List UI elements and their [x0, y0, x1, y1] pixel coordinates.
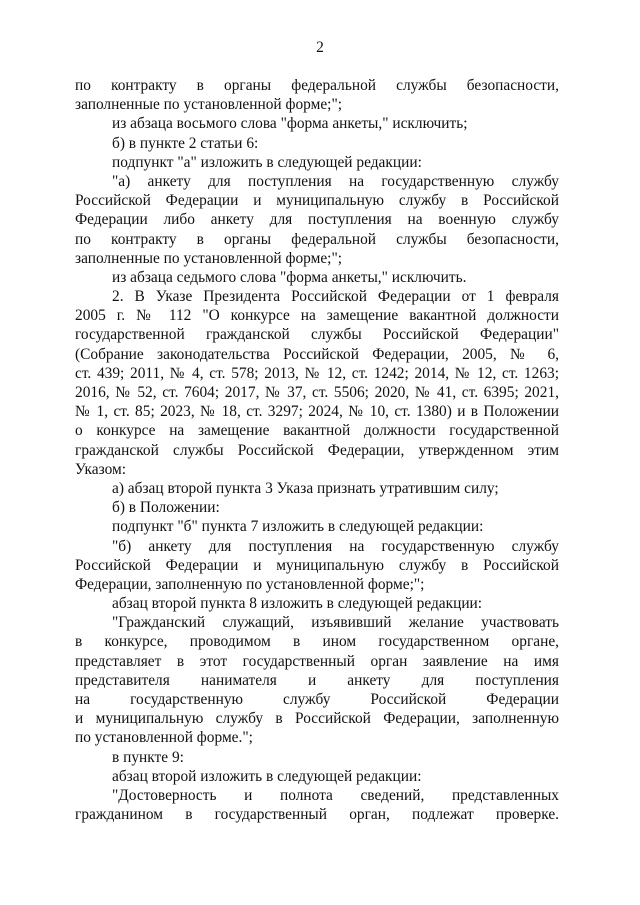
text-line: заполненные по установленной форме;"; [75, 249, 343, 267]
text-line: государственной гражданской службы Российской Федерации" [75, 326, 559, 344]
text-line: а) абзац второй пункта 3 Указа признать утратившим силу; [112, 479, 499, 497]
text-line: заполненные по установленной форме;"; [75, 96, 343, 114]
text-line: абзац второй пункта 8 изложить в следующей редакции: [112, 595, 483, 613]
text-line: в конкурсе, проводимом в ином государственном органе, [75, 633, 559, 651]
text-line: по контракту в органы федеральной службы безопасности, [75, 77, 559, 94]
text-line: Российской Федерации и муниципальную службу в Российской [75, 192, 559, 210]
text-line: по установленной форме."; [75, 729, 253, 747]
text-line: 2005 г. № 112 "О конкурсе на замещение вакантной должности [75, 307, 559, 325]
text-line: ст. 439; 2011, № 4, ст. 578; 2013, № 12, ст. 1242; 2014, № 12, ст. 1263; [75, 364, 559, 382]
text-line: о конкурсе на замещение вакантной должности государственной [75, 422, 559, 440]
text-line: "Гражданский служащий, изъявивший желание участвовать [112, 614, 559, 632]
text-line: на государственную службу Российской Федерации [75, 691, 559, 708]
text-line: представителя нанимателя и анкету для поступления [75, 671, 559, 689]
text-line: "а) анкету для поступления на государственную службу [112, 172, 559, 190]
text-line: из абзаца восьмого слова "форма анкеты," исключить; [112, 115, 468, 133]
text-line: "Достоверность и полнота сведений, представленных [112, 786, 559, 804]
text-line: "б) анкету для поступления на государственную службу [112, 537, 559, 555]
text-line: Указом: [75, 460, 127, 478]
text-line: абзац второй изложить в следующей редакции: [112, 767, 422, 785]
text-line: № 1, ст. 85; 2023, № 18, ст. 3297; 2024, № 10, ст. 1380) и в Положении [75, 403, 559, 421]
text-line: по контракту в органы федеральной службы безопасности, [75, 230, 559, 248]
text-line: подпункт "а" изложить в следующей редакции: [112, 153, 422, 171]
text-line: в пункте 9: [112, 748, 184, 766]
text-line: Российской Федерации и муниципальную службу в Российской [75, 556, 559, 574]
text-line: б) в Положении: [112, 499, 220, 517]
text-line: гражданином в государственный орган, подлежат проверке. [75, 806, 559, 824]
text-line: 2. В Указе Президента Российской Федерации от 1 февраля [112, 288, 559, 306]
text-line: из абзаца седьмого слова "форма анкеты," исключить. [112, 268, 467, 286]
text-line: представляет в этот государственный орган заявление на имя [75, 652, 559, 670]
text-line: Федерации либо анкету для поступления на военную службу [75, 211, 559, 229]
text-line: 2016, № 52, ст. 7604; 2017, № 37, ст. 5506; 2020, № 41, ст. 6395; 2021, [75, 384, 559, 401]
text-line: гражданской службы Российской Федерации, утвержденном этим [75, 441, 559, 459]
text-line: (Собрание законодательства Российской Федерации, 2005, № 6, [75, 345, 559, 363]
document-body [75, 76, 559, 824]
text-line: и муниципальную службу в Российской Федерации, заполненную [75, 710, 559, 728]
text-line: б) в пункте 2 статьи 6: [112, 134, 259, 152]
page-number: 2 [316, 39, 324, 56]
text-line: подпункт "б" пункта 7 изложить в следующей редакции: [112, 518, 484, 536]
text-line: Федерации, заполненную по установленной форме;"; [75, 575, 425, 593]
